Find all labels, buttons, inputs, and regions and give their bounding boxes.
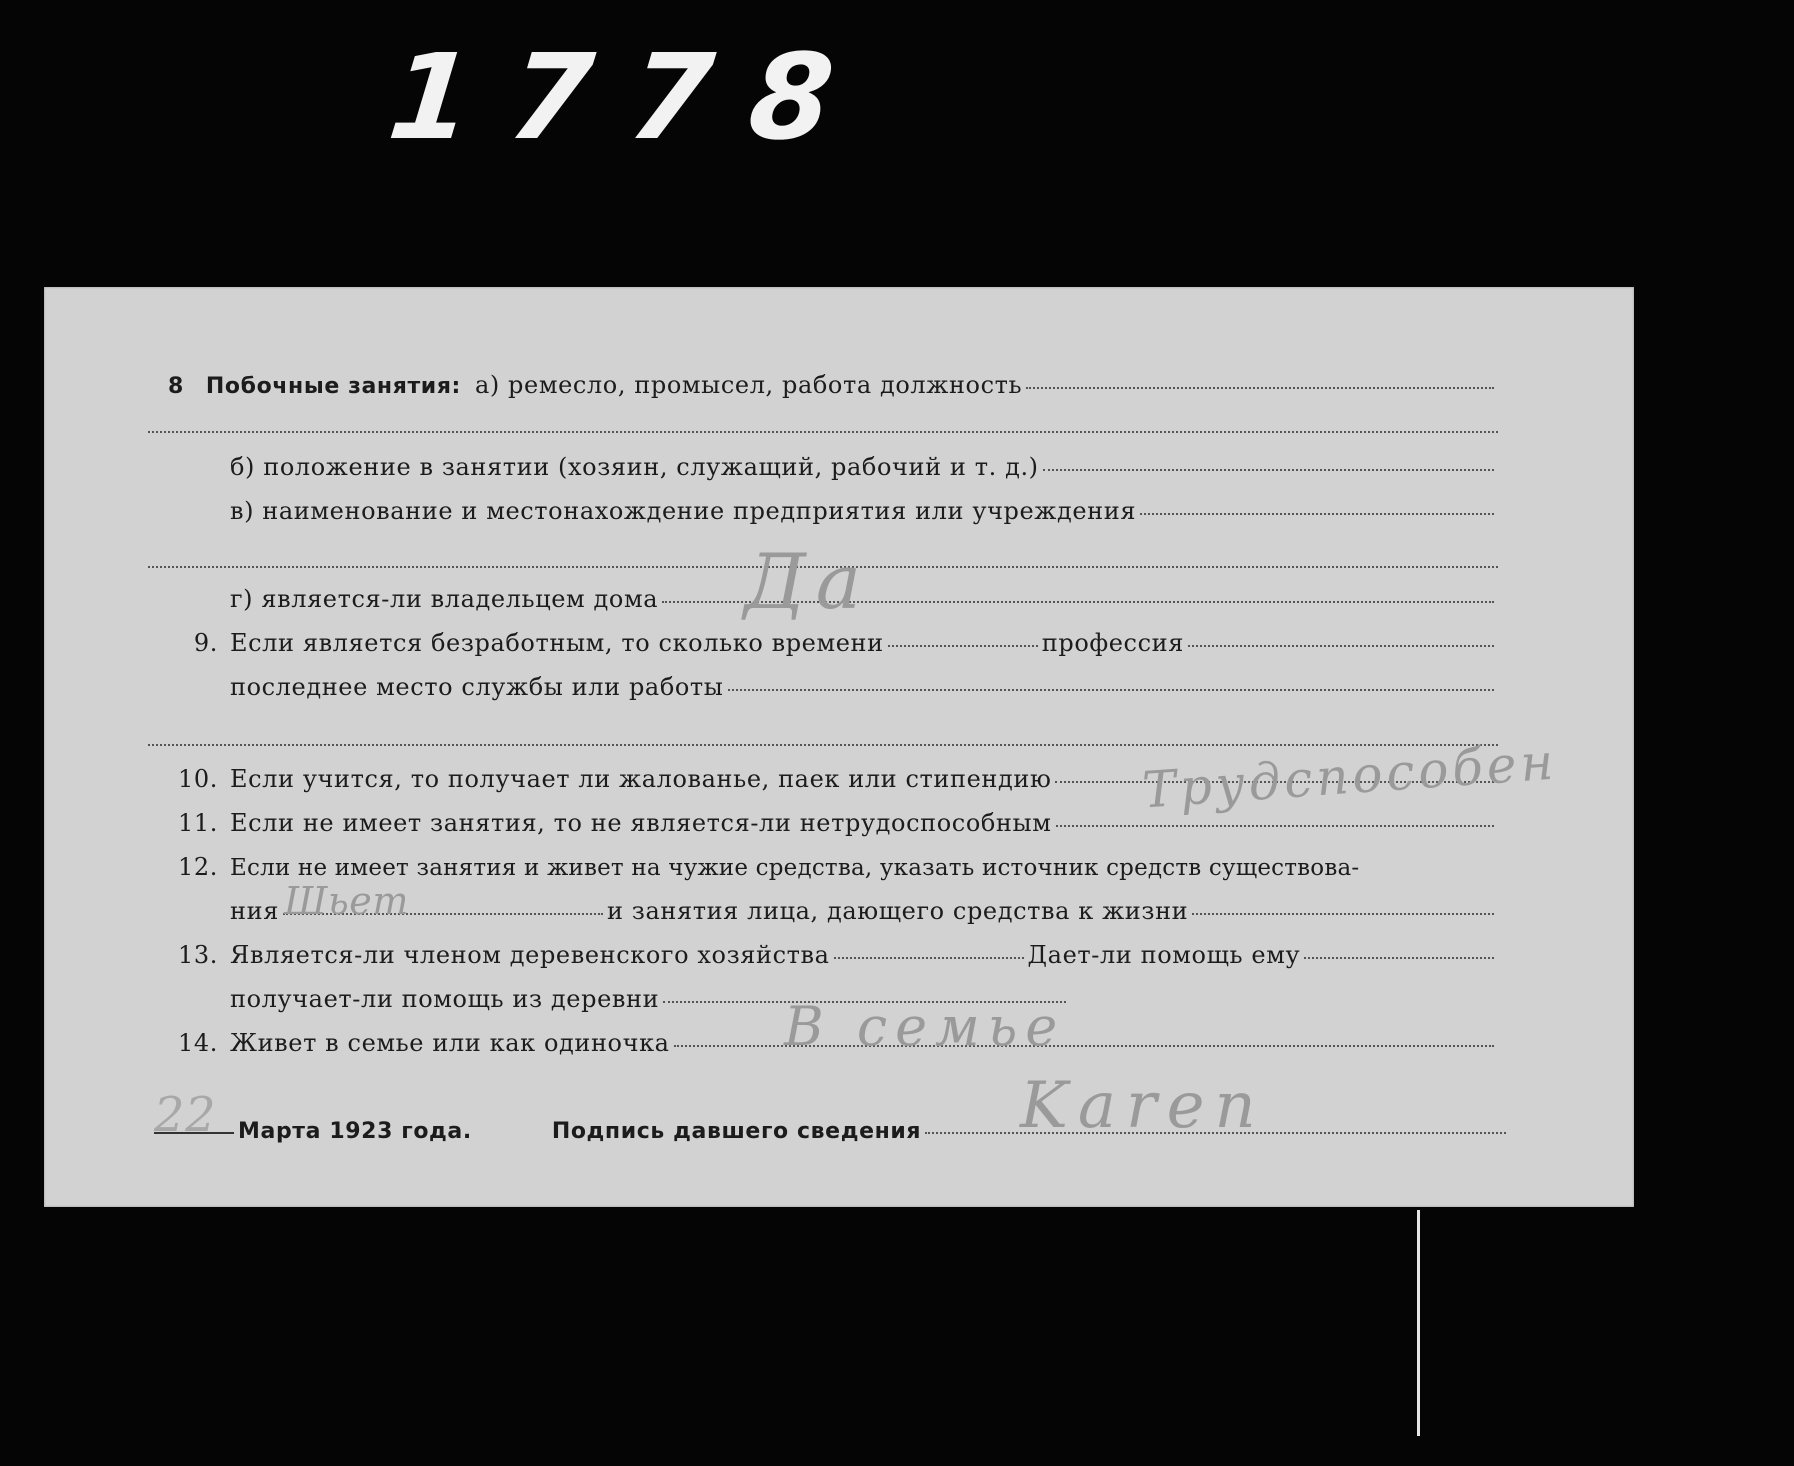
date-label: Марта 1923 года. <box>238 1119 472 1144</box>
q9-profession-line <box>1188 644 1494 647</box>
q9-row-2 <box>230 673 1498 701</box>
q12-label: Если не имеет занятия и живет на чужие средства, указать источник средств существова- <box>230 855 1360 881</box>
q12-number: 12. <box>178 853 218 881</box>
q11-label: Если не имеет занятия, то не является-ли нетрудоспособным <box>230 809 1052 837</box>
signature-handwriting: Karen <box>1020 1069 1266 1143</box>
q12-handwriting: Шьет <box>284 879 409 923</box>
q14-handwriting: В семье <box>784 995 1066 1058</box>
signature-label: Подпись давшего сведения <box>551 1119 922 1144</box>
q10-number: 10. <box>178 765 218 793</box>
q8-g-label: г) является-ли владельцем дома <box>230 585 659 613</box>
q9-profession-label: профессия <box>1041 629 1184 657</box>
film-scratch <box>1417 1210 1420 1436</box>
q9-line-2 <box>148 743 1498 746</box>
q14-number: 14. <box>178 1029 218 1057</box>
q8-b-line <box>1043 468 1494 471</box>
q12-provider-label: и занятия лица, дающего средства к жизни <box>606 897 1189 925</box>
q13-member-line <box>834 956 1024 959</box>
q9-label: Если является безработным, то сколько времени <box>230 629 884 657</box>
q12-row-2 <box>230 897 1498 925</box>
q12-row <box>162 853 1498 881</box>
q13-number: 13. <box>178 941 218 969</box>
footer-row <box>154 1119 1510 1144</box>
q9-last-place-label: последнее место службы или работы <box>230 673 724 701</box>
q10-label: Если учится, то получает ли жалованье, паек или стипендию <box>230 765 1052 793</box>
q8-number: 8 <box>168 374 184 399</box>
q8-v-label: в) наименование и местонахождение предприятия или учреждения <box>230 497 1137 525</box>
q9-row <box>162 629 1498 657</box>
q9-duration-line <box>888 644 1038 647</box>
q8-v-line <box>1140 512 1494 515</box>
q8-row-b <box>230 453 1498 481</box>
date-day-handwriting: 22 <box>154 1087 217 1143</box>
q14-label: Живет в семье или как одиночка <box>230 1029 670 1057</box>
q8-b-label: б) положение в занятии (хозяин, служащий, рабочий и т. д.) <box>230 453 1039 481</box>
q8-a-line-2 <box>148 430 1498 433</box>
q11-row <box>162 809 1498 837</box>
q9-number: 9. <box>193 629 218 657</box>
q8-a-label: а) ремесло, промысел, работа должность <box>474 371 1023 399</box>
q8-a-line <box>1026 386 1494 389</box>
q13-row <box>162 941 1498 969</box>
frame-number: 1778 <box>382 28 878 166</box>
q12-provider-line <box>1192 912 1494 915</box>
q10-handwriting: Трудспособен <box>1140 732 1560 820</box>
q13-label: Является-ли членом деревенского хозяйства <box>230 941 830 969</box>
q8-title: Побочные занятия: <box>205 374 461 399</box>
q11-number: 11. <box>178 809 218 837</box>
q13-help-give-line <box>1304 956 1494 959</box>
q13-help-get-label: получает-ли помощь из деревни <box>230 985 660 1013</box>
q13-help-give-label: Дает-ли помощь ему <box>1027 941 1301 969</box>
q8-g-handwriting: Да <box>744 537 872 626</box>
q8-row-a <box>168 371 1498 399</box>
q9-last-place-line <box>728 688 1495 691</box>
q12-cont-label: ния <box>230 897 279 925</box>
census-card <box>44 287 1634 1207</box>
q11-line <box>1056 824 1495 827</box>
q8-row-v <box>230 497 1498 525</box>
